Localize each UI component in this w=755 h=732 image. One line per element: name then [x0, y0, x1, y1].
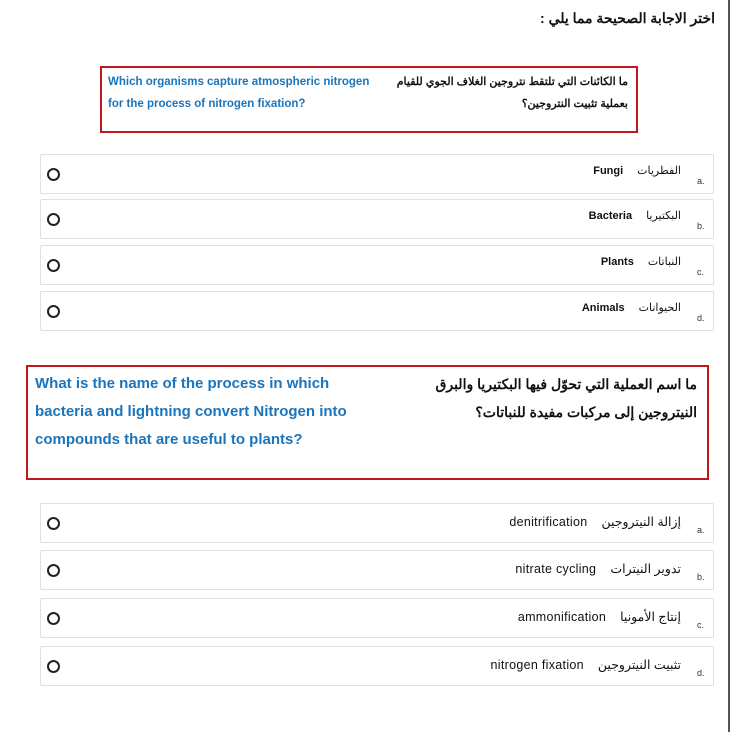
radio-button[interactable] — [47, 213, 60, 226]
option-letter: d. — [697, 668, 705, 678]
question-1-option-a[interactable] — [40, 154, 714, 194]
question-1-text-ar: ما الكائنات التي تلتقط نتروجين الغلاف الجوي للقيام بعملية تثبيت النتروجين؟ — [396, 76, 628, 110]
question-2-box — [26, 365, 709, 480]
page-right-border — [728, 0, 730, 732]
question-2-text-en: What is the name of the process in which bacteria and lightning convert Nitrogen into compounds that are useful to plants? — [35, 375, 347, 448]
question-2-option-a[interactable] — [40, 503, 714, 543]
question-1-option-c[interactable] — [40, 245, 714, 285]
option-label: تثبيت النيتروجينnitrogen fixation — [490, 658, 681, 672]
radio-button[interactable] — [47, 612, 60, 625]
question-1-box — [100, 66, 638, 133]
option-letter: d. — [697, 313, 705, 323]
option-label: البكتيرياBacteria — [588, 210, 681, 222]
question-2-option-c[interactable] — [40, 598, 714, 638]
radio-button[interactable] — [47, 517, 60, 530]
question-2-option-d[interactable] — [40, 646, 714, 686]
radio-button[interactable] — [47, 564, 60, 577]
option-label: الفطرياتFungi — [593, 165, 681, 177]
question-1-text-en: Which organisms capture atmospheric nitrogen for the process of nitrogen fixation? — [108, 76, 370, 110]
question-2-text-ar: ما اسم العملية التي تحوّل فيها البكتيريا والبرق النيتروجين إلى مركبات مفيدة للنباتات؟ — [435, 376, 697, 420]
question-1-option-b[interactable] — [40, 199, 714, 239]
radio-button[interactable] — [47, 168, 60, 181]
option-letter: b. — [697, 572, 705, 582]
question-1-option-d[interactable] — [40, 291, 714, 331]
option-letter: c. — [697, 267, 705, 277]
option-letter: c. — [697, 620, 705, 630]
option-label: تدوير النيتراتnitrate cycling — [515, 562, 681, 576]
option-label: إنتاج الأمونياammonification — [517, 610, 681, 624]
radio-button[interactable] — [47, 305, 60, 318]
option-letter: a. — [697, 525, 705, 535]
option-letter: a. — [697, 176, 705, 186]
option-letter: b. — [697, 221, 705, 231]
option-label: النباتاتPlants — [600, 256, 681, 268]
question-2-option-b[interactable] — [40, 550, 714, 590]
instruction-heading: اختر الاجابة الصحيحة مما يلي : — [540, 10, 715, 26]
option-label: إزالة النيتروجينdenitrification — [509, 515, 681, 529]
option-label: الحيواناتAnimals — [581, 302, 681, 314]
radio-button[interactable] — [47, 259, 60, 272]
radio-button[interactable] — [47, 660, 60, 673]
